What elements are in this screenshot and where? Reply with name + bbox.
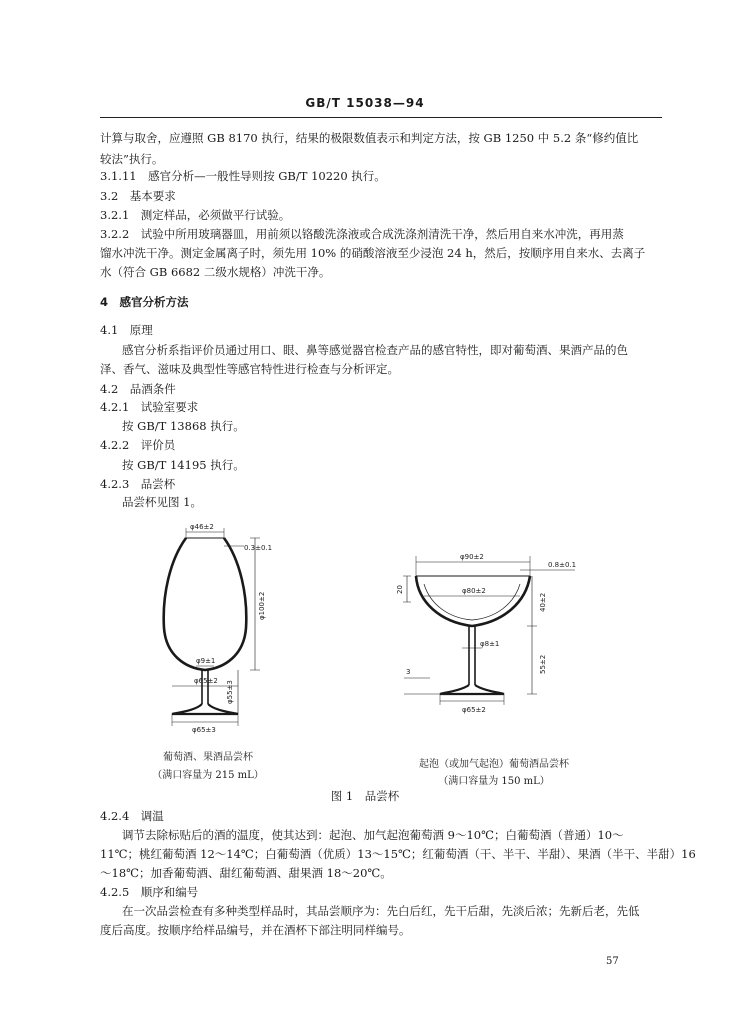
clause-4-2-2-heading: 4.2.2 评价员 xyxy=(100,438,176,452)
clause-3-2-1: 3.2.1 测定样品，必须做平行试验。 xyxy=(100,208,291,222)
left-glass-caption: 葡萄酒、果酒品尝杯 xyxy=(163,752,253,763)
dim-label: φ65±3 xyxy=(192,726,216,734)
clause-4-1-heading: 4.1 原理 xyxy=(100,323,153,337)
dim-label: φ9±1 xyxy=(196,657,216,665)
figure-title: 图 1 品尝杯 xyxy=(330,789,400,803)
clause-4-2-heading: 4.2 品酒条件 xyxy=(100,382,176,396)
page-number: 57 xyxy=(606,956,619,967)
dim-label: 0.8±0.1 xyxy=(548,561,577,569)
para-text: 调节去除标贴后的酒的温度，使其达到：起泡、加气起泡葡萄酒 9～10℃；白葡萄酒（普通）10～ xyxy=(122,828,624,842)
para-text: 感官分析系指评价员通过用口、眼、鼻等感觉器官检查产品的感官特性，即对葡萄酒、果酒产品的色 xyxy=(122,343,628,357)
left-glass-capacity: （满口容量为 215 mL） xyxy=(152,770,264,781)
para-text: 按 GB/T 13868 执行。 xyxy=(122,419,245,433)
right-glass-capacity: （满口容量为 150 mL） xyxy=(438,776,550,787)
dim-label: 20 xyxy=(396,585,404,594)
para-text: 较法”执行。 xyxy=(100,152,164,166)
dim-label: φ46±2 xyxy=(190,523,214,531)
clause-4-2-3-heading: 4.2.3 品尝杯 xyxy=(100,477,176,491)
para-text: 品尝杯见图 1。 xyxy=(122,495,202,509)
dim-label: 55±2 xyxy=(539,654,547,674)
dim-label: φ100±2 xyxy=(258,591,266,620)
para-text: 度后高度。按顺序给样品编号，并在酒杯下部注明同样编号。 xyxy=(100,923,411,937)
standard-code-header: GB/T 15038—94 xyxy=(305,96,425,110)
dim-label: 0.3±0.1 xyxy=(244,544,273,552)
dim-label: φ65±2 xyxy=(194,677,218,685)
clause-4-2-4-heading: 4.2.4 调温 xyxy=(100,809,164,823)
dim-label: φ90±2 xyxy=(460,553,484,561)
dim-label: φ55±3 xyxy=(226,680,234,704)
clause-4-2-1-heading: 4.2.1 试验室要求 xyxy=(100,400,199,414)
dim-label: φ8±1 xyxy=(480,640,500,648)
right-glass-drawing xyxy=(403,556,575,705)
header-rule xyxy=(100,117,662,118)
section-4-heading: 4 感官分析方法 xyxy=(100,295,189,309)
dim-label: 3 xyxy=(406,668,411,676)
tasting-glass-figure xyxy=(0,520,730,810)
clause-3-2-2: 3.2.2 试验中所用玻璃器皿，用前须以铬酸洗涤液或合成洗涤剂清洗干净，然后用自来水冲洗，再用蒸 xyxy=(100,227,624,241)
para-text: 馏水冲洗干净。测定金属离子时，须先用 10% 的硝酸溶液至少浸泡 24 h，然后，按顺序用自来水、去离子 xyxy=(100,246,646,260)
right-glass-caption: 起泡（或加气起泡）葡萄酒品尝杯 xyxy=(419,759,569,770)
para-text: 泽、香气、滋味及典型性等感官特性进行检查与分析评定。 xyxy=(100,362,399,376)
para-text: 11℃；桃红葡萄酒 12～14℃；白葡萄酒（优质）13～15℃；红葡萄酒（干、半干、半甜）、果酒（半干、半甜）16 xyxy=(100,847,696,861)
para-text: 按 GB/T 14195 执行。 xyxy=(122,458,245,472)
para-text: 在一次品尝检查有多种类型样品时，其品尝顺序为：先白后红，先干后甜，先淡后浓；先新后老，先低 xyxy=(122,904,640,918)
para-text: 水（符合 GB 6682 二级水规格）冲洗干净。 xyxy=(100,265,331,279)
clause-3-1-11: 3.1.11 感官分析—一般性导则按 GB/T 10220 执行。 xyxy=(100,169,386,183)
left-glass-drawing xyxy=(164,528,260,726)
dim-label: φ65±2 xyxy=(462,706,486,714)
dim-label: φ80±2 xyxy=(462,587,486,595)
clause-4-2-5-heading: 4.2.5 顺序和编号 xyxy=(100,885,199,899)
clause-3-2-heading: 3.2 基本要求 xyxy=(100,189,176,203)
dim-label: 40±2 xyxy=(539,592,547,612)
para-text: 计算与取舍，应遵照 GB 8170 执行，结果的极限数值表示和判定方法，按 GB 1250 中 5.2 条“修约值比 xyxy=(100,131,639,145)
para-text: ～18℃；加香葡萄酒、甜红葡萄酒、甜果酒 18～20℃。 xyxy=(100,866,392,880)
